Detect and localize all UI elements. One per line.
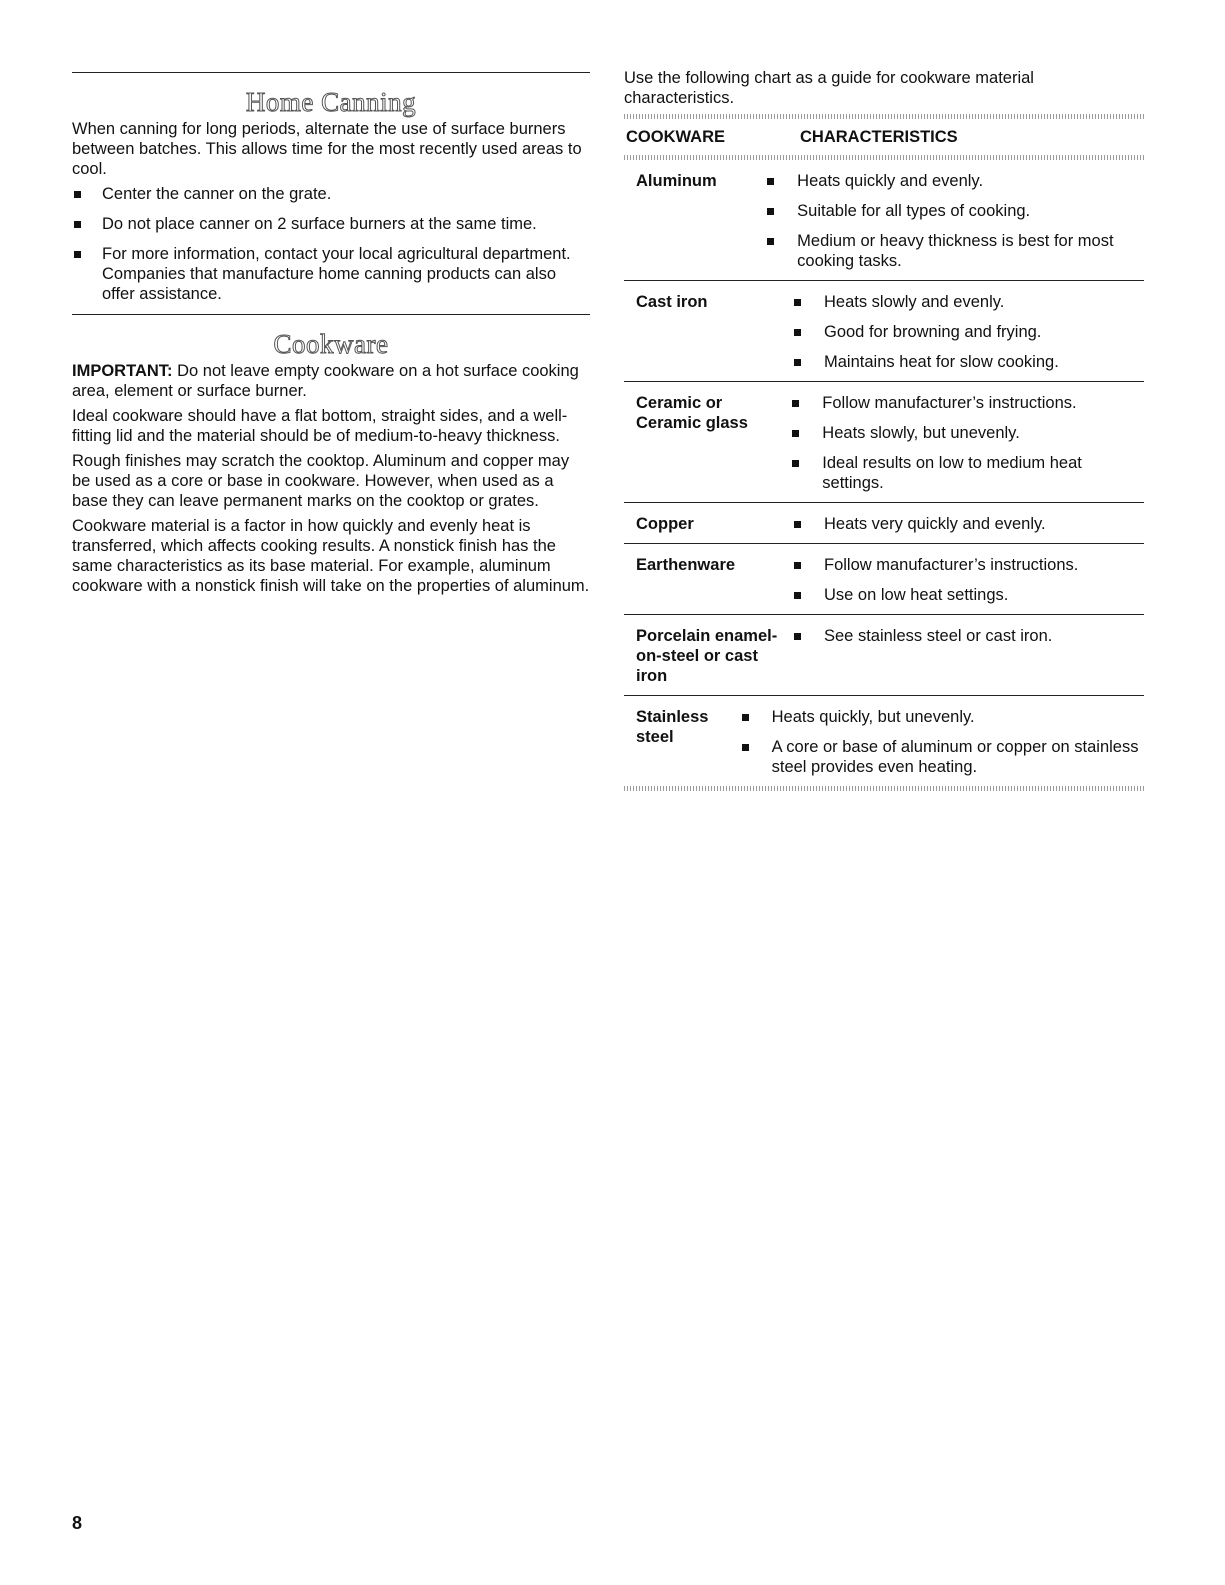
list-item: Ideal results on low to medium heat settings.	[790, 453, 1144, 493]
section-divider	[72, 72, 590, 73]
list-item: See stainless steel or cast iron.	[792, 626, 1052, 646]
list-item: Follow manufacturer’s instructions.	[790, 393, 1144, 413]
characteristics-list	[790, 393, 1144, 493]
list-item: Follow manufacturer’s instructions.	[792, 555, 1078, 575]
bullet-square-icon	[74, 191, 81, 198]
cookware-material: Copper	[636, 515, 694, 533]
table-bottom-border	[624, 786, 1144, 791]
characteristics-list	[792, 626, 1052, 686]
home-canning-intro: When canning for long periods, alternate the use of surface burners between batches. This allows time for the most recently used areas to cool.	[72, 120, 582, 178]
section-divider	[72, 314, 590, 315]
list-item: Heats slowly, but unevenly.	[790, 423, 1144, 443]
cookware-material: Cast iron	[636, 293, 708, 311]
bullet-square-icon	[742, 744, 749, 751]
characteristics-list	[765, 171, 1144, 271]
list-item: Suitable for all types of cooking.	[765, 201, 1144, 221]
list-item: Center the canner on the grate.	[72, 184, 590, 204]
left-column	[72, 72, 590, 601]
list-item: Do not place canner on 2 surface burners at the same time.	[72, 214, 590, 234]
list-item: Good for browning and frying.	[792, 322, 1059, 342]
bullet-square-icon	[767, 178, 774, 185]
table-header	[624, 119, 1144, 155]
characteristics-list	[792, 292, 1059, 372]
bullet-square-icon	[794, 633, 801, 640]
cookware-paragraph: Ideal cookware should have a flat bottom, straight sides, and a well-fitting lid and the material should be of medium-to-heavy thickness.	[72, 407, 568, 445]
list-item: Heats quickly, but unevenly.	[740, 707, 1144, 727]
page-number: 8	[72, 1513, 83, 1533]
list-item: Medium or heavy thickness is best for most cooking tasks.	[765, 231, 1144, 271]
bullet-square-icon	[767, 238, 774, 245]
cookware-material: Aluminum	[636, 172, 717, 190]
cookware-material: Porcelain enamel-on-steel or cast iron	[636, 627, 778, 685]
list-item: Heats slowly and evenly.	[792, 292, 1059, 312]
table-row	[624, 281, 1144, 382]
cookware-paragraph: Cookware material is a factor in how quickly and evenly heat is transferred, which affects cooking results. A nonstick finish has the same characteristics as its base material. For example, aluminum cookware with a nonstick finish will take on the properties of aluminum.	[72, 517, 590, 595]
bullet-square-icon	[74, 251, 81, 258]
header-cookware: COOKWARE	[626, 128, 725, 146]
home-canning-title: Home Canning	[245, 87, 417, 117]
table-row	[624, 160, 1144, 281]
bullet-square-icon	[794, 562, 801, 569]
bullet-square-icon	[74, 221, 81, 228]
table-row	[624, 615, 1144, 696]
bullet-square-icon	[767, 208, 774, 215]
cookware-material: Earthenware	[636, 556, 736, 574]
important-note: IMPORTANT: Do not leave empty cookware on a hot surface cooking area, element or surface burner.	[72, 362, 579, 400]
bullet-square-icon	[742, 714, 749, 721]
bullet-square-icon	[792, 430, 799, 437]
cookware-table	[624, 160, 1144, 786]
cookware-material: Ceramic or Ceramic glass	[636, 394, 748, 432]
characteristics-list	[792, 514, 1046, 534]
characteristics-list	[740, 707, 1144, 777]
bullet-square-icon	[792, 460, 799, 467]
cookware-title: Cookware	[273, 329, 389, 359]
cookware-material: Stainless steel	[636, 708, 709, 746]
list-item: Maintains heat for slow cooking.	[792, 352, 1059, 372]
characteristics-list	[792, 555, 1078, 605]
list-item: Heats quickly and evenly.	[765, 171, 1144, 191]
bullet-square-icon	[794, 592, 801, 599]
bullet-square-icon	[794, 299, 801, 306]
table-row	[624, 696, 1144, 786]
table-row	[624, 503, 1144, 544]
list-item: A core or base of aluminum or copper on stainless steel provides even heating.	[740, 737, 1144, 777]
right-column	[624, 68, 1144, 791]
bullet-square-icon	[794, 521, 801, 528]
home-canning-list	[72, 184, 590, 304]
list-item: Heats very quickly and evenly.	[792, 514, 1046, 534]
list-item: For more information, contact your local agricultural department. Companies that manufacture home canning products can also offer assistance.	[72, 244, 590, 304]
header-characteristics: CHARACTERISTICS	[800, 128, 958, 146]
chart-intro: Use the following chart as a guide for cookware material characteristics.	[624, 69, 1034, 107]
list-item: Use on low heat settings.	[792, 585, 1078, 605]
table-row	[624, 382, 1144, 503]
table-row	[624, 544, 1144, 615]
bullet-square-icon	[794, 329, 801, 336]
cookware-paragraph: Rough finishes may scratch the cooktop. Aluminum and copper may be used as a core or base in cookware. However, when used as a base they can leave permanent marks on the cooktop or grates.	[72, 452, 570, 510]
bullet-square-icon	[794, 359, 801, 366]
bullet-square-icon	[792, 400, 799, 407]
